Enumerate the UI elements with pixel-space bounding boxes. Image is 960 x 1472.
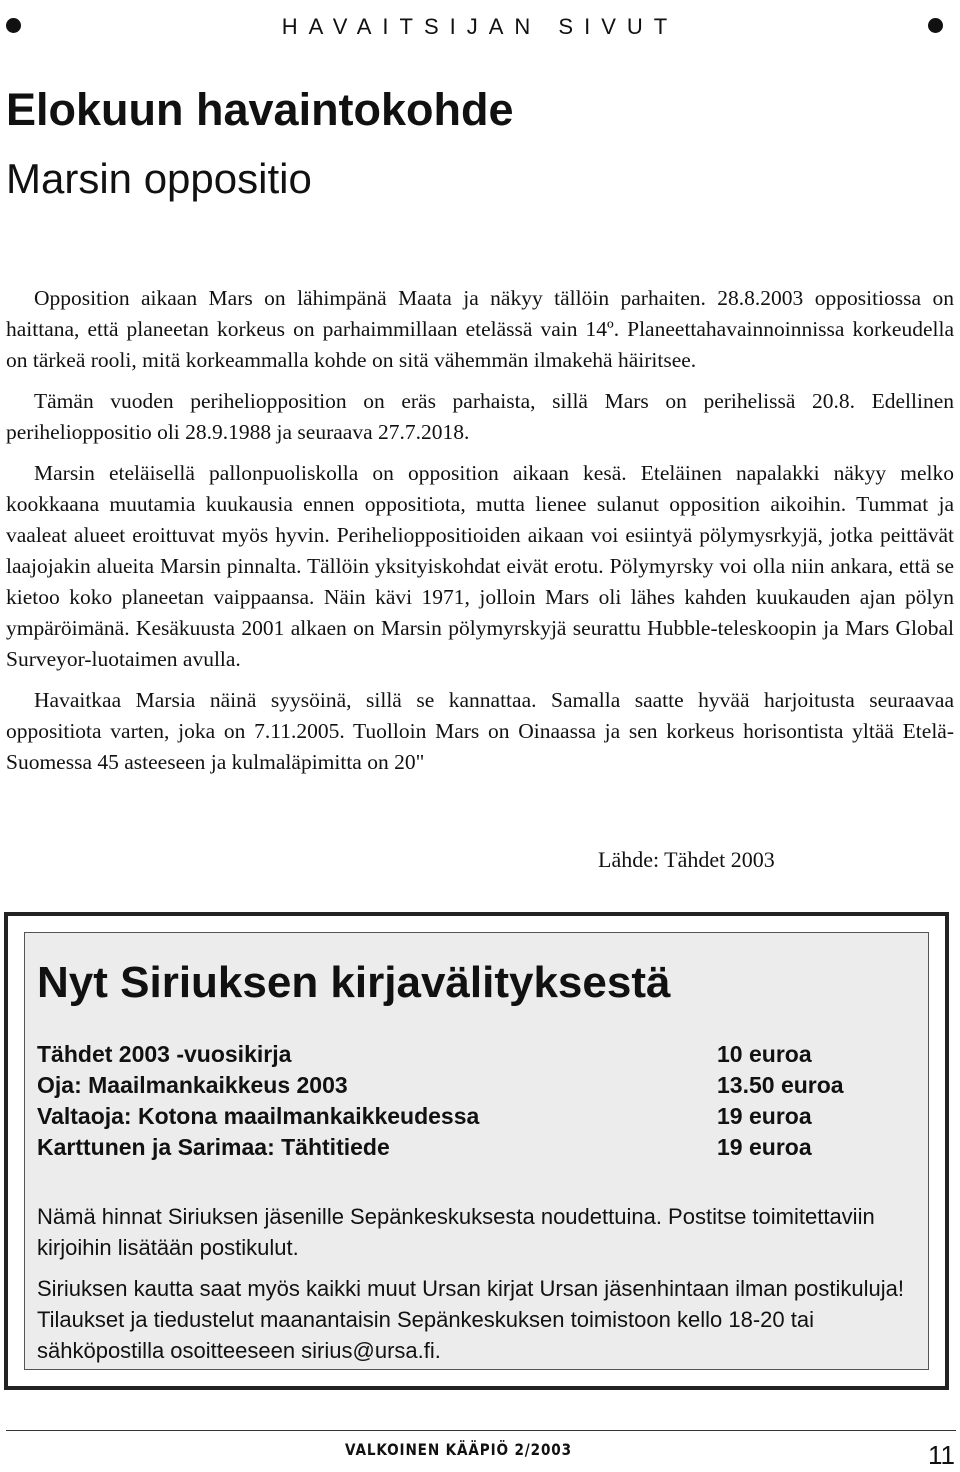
- footer-divider: [6, 1430, 956, 1431]
- advertisement-title: Nyt Siriuksen kirjavälityksestä: [37, 958, 671, 1007]
- book-title: Valtaoja: Kotona maailmankaikkeudessa: [37, 1103, 480, 1129]
- header-bullet-right: [928, 18, 943, 33]
- book-row: [37, 1039, 917, 1070]
- book-price: 19 euroa: [717, 1103, 812, 1129]
- magazine-name: VALKOINEN KÄÄPIÖ 2/2003: [345, 1440, 572, 1459]
- book-advertisement: [4, 912, 949, 1390]
- section-header: HAVAITSIJAN SIVUT: [281, 14, 679, 39]
- advertisement-note: Nämä hinnat Siriuksen jäsenille Sepänkeskuksesta noudettuina. Postitse toimitettaviin kirjoihin lisätään postikulut.: [37, 1204, 875, 1260]
- book-title: Oja: Maailmankaikkeus 2003: [37, 1072, 348, 1098]
- book-price: 19 euroa: [717, 1134, 812, 1160]
- advertisement-notes: [37, 1201, 917, 1376]
- article-paragraph: Marsin eteläisellä pallonpuoliskolla on opposition aikaan kesä. Eteläinen napalakki näkyy melko kookkaana muutamia kuukausia ennen oppositiota, mutta lienee sulanut opposition aikoihin. Tummat ja vaaleat alueet eroittuvat myös hyvin. Perihelioppositioiden aikaan voi esiintyä pölymysrkyjä, jotka peittävät laajojakin alueita Marsin pinnalta. Tällöin yksityiskohdat eivät erotu. Pölymyrsky voi olla niin ankara, että se kietoo koko planeetan vaippaansa. Näin kävi 1971, jolloin Mars oli lähes kahden kuukauden ajan pölyn ympäröimänä. Kesäkuusta 2001 alkaen on Marsin pölymyrskyjä seurattu Hubble-teleskoopin ja Mars Global Surveyor-luotaimen avulla.: [6, 461, 954, 671]
- book-price: 13.50 euroa: [717, 1072, 844, 1098]
- book-price-list: [37, 1039, 917, 1163]
- article-subtitle: Marsin oppositio: [6, 155, 312, 202]
- article-paragraph: Opposition aikaan Mars on lähimpänä Maata ja näkyy tällöin parhaiten. 28.8.2003 oppositiossa on haittana, että planeetan korkeus on parhaimmillaan etelässä vain 14º. Planeettahavainnoinnissa korkeudella on tärkeä rooli, mitä korkeammalla kohde on sitä vähemmän ilmakehä häiritsee.: [6, 286, 954, 372]
- article-source: Lähde: Tähdet 2003: [598, 847, 775, 872]
- advertisement-panel: [24, 932, 929, 1370]
- book-row: [37, 1101, 917, 1132]
- book-title: Karttunen ja Sarimaa: Tähtitiede: [37, 1134, 390, 1160]
- advertisement-note: Siriuksen kautta saat myös kaikki muut Ursan kirjat Ursan jäsenhintaan ilman postikuluja! Tilaukset ja tiedustelut maanantaisin Sepänkeskuksen toimistoon kello 18-20 tai sähköpostilla osoitteeseen sirius@ursa.fi.: [37, 1276, 904, 1363]
- article-body: [6, 283, 954, 788]
- page-number: 11: [928, 1440, 955, 1470]
- book-row: [37, 1070, 917, 1101]
- article-title: Elokuun havaintokohde: [6, 84, 514, 135]
- article-paragraph: Tämän vuoden periheliopposition on eräs parhaista, sillä Mars on perihelissä 20.8. Edellinen perihelioppositio oli 28.9.1988 ja seuraava 27.7.2018.: [6, 389, 954, 444]
- book-title: Tähdet 2003 -vuosikirja: [37, 1041, 292, 1067]
- article-paragraph: Havaitkaa Marsia näinä syysöinä, sillä se kannattaa. Samalla saatte hyvää harjoitusta seuraavaa oppositiota varten, joka on 7.11.2005. Tuolloin Mars on Oinaassa ja sen korkeus horisontista yltää Etelä-Suomessa 45 asteeseen ja kulmaläpimitta on 20": [6, 688, 954, 774]
- book-price: 10 euroa: [717, 1041, 812, 1067]
- book-row: [37, 1132, 917, 1163]
